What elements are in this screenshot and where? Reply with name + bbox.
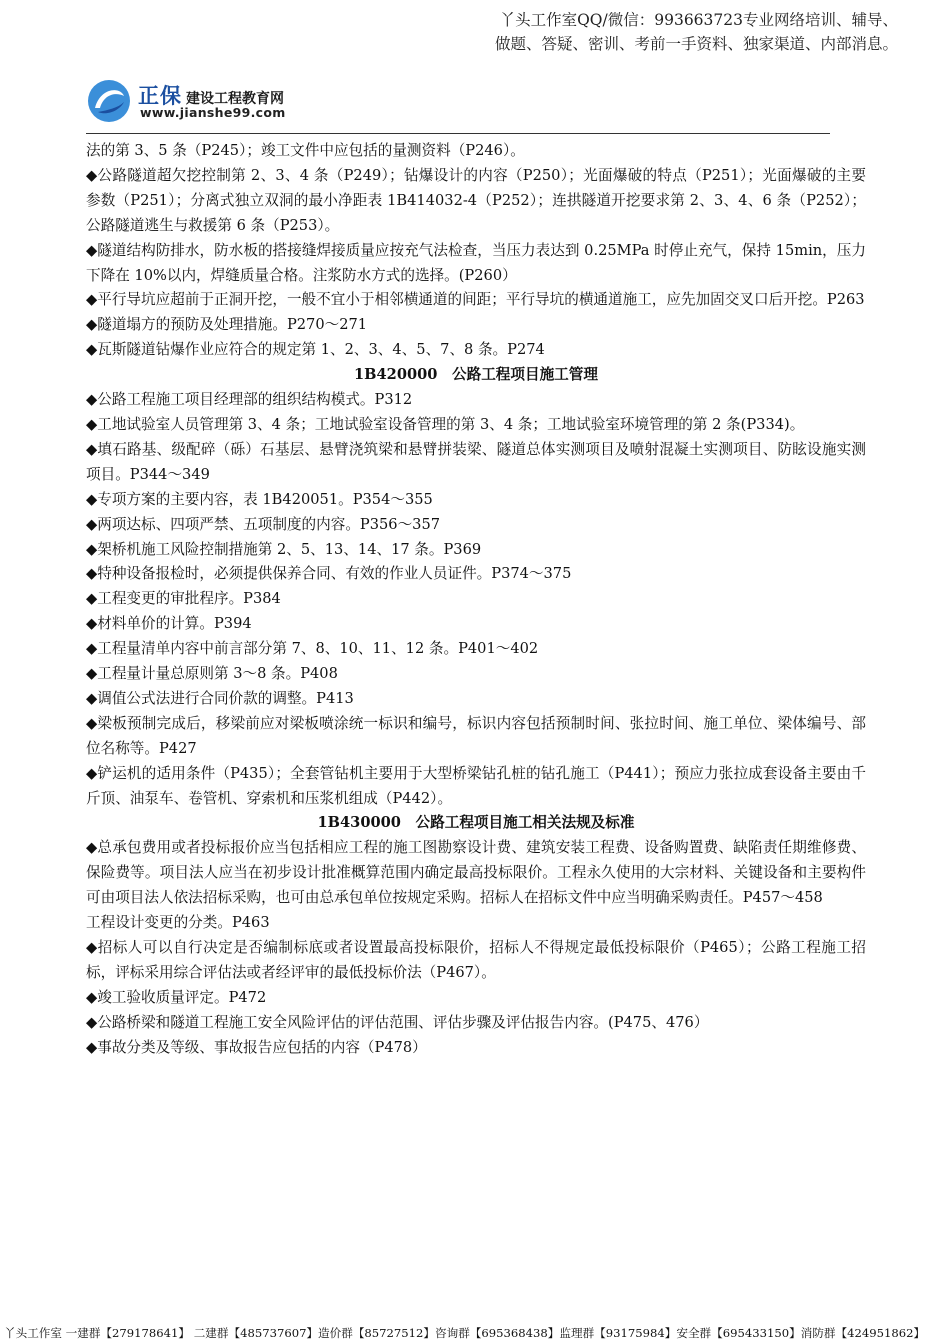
paragraph: ◆铲运机的适用条件（P435）；全套管钻机主要用于大型桥梁钻孔桩的钻孔施工（P441）；预应力张拉成套设备主要由千斤顶、油泵车、卷管机、穿索机和压浆机组成（P442）。 bbox=[86, 764, 866, 807]
document-body bbox=[86, 139, 866, 1061]
logo-swirl-icon bbox=[86, 78, 132, 124]
header-line-1: 丫头工作室QQ/微信：993663723专业网络培训、辅导、 bbox=[499, 11, 898, 29]
site-logo[interactable] bbox=[86, 78, 346, 126]
paragraph: ◆瓦斯隧道钻爆作业应符合的规定第 1、2、3、4、5、7、8 条。P274 bbox=[86, 341, 545, 359]
paragraph: ◆公路隧道超欠挖控制第 2、3、4 条（P249）；钻爆设计的内容（P250）；光面爆破的特点（P251）；光面爆破的主要参数（P251）；分离式独立双洞的最小净距表 1B414032-4（P252）；连拱隧道开挖要求第 2、3、4、6 条（P252）；公路隧道逃生与救援第 6 条（P253）。 bbox=[86, 166, 866, 234]
header-note bbox=[495, 8, 898, 56]
paragraph: ◆专项方案的主要内容，表 1B420051。P354～355 bbox=[86, 490, 433, 508]
paragraph: ◆公路工程施工项目经理部的组织结构模式。P312 bbox=[86, 391, 413, 409]
paragraph: ◆竣工验收质量评定。P472 bbox=[86, 988, 267, 1006]
section-heading-1b420000: 1B420000 公路工程项目施工管理 bbox=[354, 366, 598, 384]
paragraph: ◆材料单价的计算。P394 bbox=[86, 615, 252, 633]
header-line-2: 做题、答疑、密训、考前一手资料、独家渠道、内部消息。 bbox=[494, 35, 898, 53]
paragraph: ◆工地试验室人员管理第 3、4 条；工地试验室设备管理的第 3、4 条；工地试验室环境管理的第 2 条(P334)。 bbox=[86, 415, 805, 433]
paragraph: 法的第 3、5 条（P245）；竣工文件中应包括的量测资料（P246）。 bbox=[86, 142, 525, 159]
paragraph: ◆架桥机施工风险控制措施第 2、5、13、14、17 条。P369 bbox=[86, 540, 482, 558]
paragraph: ◆工程量清单内容中前言部分第 7、8、10、11、12 条。P401～402 bbox=[86, 640, 539, 658]
paragraph: ◆填石路基、级配碎（砾）石基层、悬臂浇筑梁和悬臂拼装梁、隧道总体实测项目及喷射混凝土实测项目、防眩设施实测项目。P344～349 bbox=[86, 440, 866, 483]
paragraph: ◆隧道结构防排水，防水板的搭接缝焊接质量应按充气法检查，当压力表达到 0.25MPa 时停止充气，保持 15min，压力下降在 10%以内，焊缝质量合格。注浆防水方式的选择。(P260） bbox=[86, 241, 866, 284]
paragraph: ◆工程量计量总原则第 3～8 条。P408 bbox=[86, 665, 338, 683]
paragraph: ◆招标人可以自行决定是否编制标底或者设置最高投标限价，招标人不得规定最低投标限价（P465）；公路工程施工招标，评标采用综合评估法或者经评审的最低投标价法（P467）。 bbox=[86, 939, 866, 981]
footer-groups: 丫头工作室 一建群【279178641】 二建群【485737607】造价群【85727512】咨询群【695368438】监理群【93175984】安全群【695433150】消防群【424951862】 bbox=[4, 1326, 926, 1340]
paragraph: ◆梁板预制完成后，移梁前应对梁板喷涂统一标识和编号，标识内容包括预制时间、张拉时间、施工单位、梁体编号、部位名称等。P427 bbox=[86, 714, 866, 757]
paragraph: ◆隧道塌方的预防及处理措施。P270～271 bbox=[86, 316, 368, 334]
section-heading-1b430000: 1B430000 公路工程项目施工相关法规及标准 bbox=[317, 814, 635, 832]
paragraph: ◆公路桥梁和隧道工程施工安全风险评估的评估范围、评估步骤及评估报告内容。(P475、476） bbox=[86, 1013, 709, 1031]
logo-brand-main: 正保 bbox=[138, 84, 182, 108]
paragraph: ◆调值公式法进行合同价款的调整。P413 bbox=[86, 689, 354, 707]
paragraph: ◆特种设备报检时，必须提供保养合同、有效的作业人员证件。P374～375 bbox=[86, 565, 572, 583]
header-divider bbox=[86, 133, 830, 134]
paragraph: ◆工程变更的审批程序。P384 bbox=[86, 590, 281, 608]
paragraph: ◆总承包费用或者投标报价应当包括相应工程的施工图勘察设计费、建筑安装工程费、设备购置费、缺陷责任期维修费、保险费等。项目法人应当在初步设计批准概算范围内确定最高投标限价。工程永久使用的大宗材料、关键设备和主要构件可由项目法人依法招标采购，也可由总承包单位按规定采购。招标人在招标文件中应当明确采购责任。P457～458 bbox=[86, 839, 866, 907]
logo-url: www.jianshe99.com bbox=[140, 105, 286, 120]
logo-brand-sub: 建设工程教育网 bbox=[186, 91, 284, 107]
paragraph: 工程设计变更的分类。P463 bbox=[86, 914, 270, 932]
paragraph: ◆平行导坑应超前于正洞开挖，一般不宜小于相邻横通道的间距；平行导坑的横通道施工，应先加固交叉口后开挖。P263 bbox=[86, 291, 865, 309]
paragraph: ◆两项达标、四项严禁、五项制度的内容。P356～357 bbox=[86, 515, 441, 533]
paragraph: ◆事故分类及等级、事故报告应包括的内容（P478） bbox=[86, 1038, 427, 1056]
